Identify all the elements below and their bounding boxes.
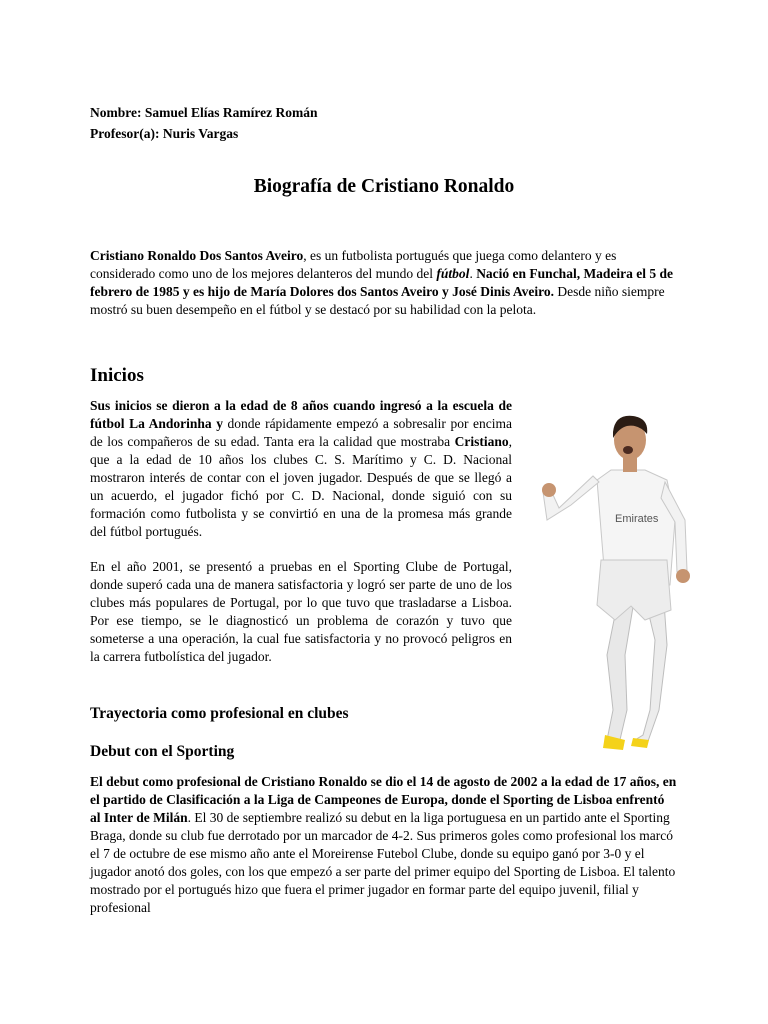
- intro-paragraph: [90, 247, 678, 319]
- header-block: [90, 102, 317, 144]
- player-head: [613, 416, 647, 472]
- intro-futbol: fútbol: [436, 266, 470, 281]
- student-name: Nombre: Samuel Elías Ramírez Román: [90, 105, 318, 120]
- intro-full-name: Cristiano Ronaldo Dos Santos Aveiro: [90, 248, 304, 263]
- intro-birth: Nació en Funchal, Madeira el 5 de febrero de 1985 y es hijo de María Dolores dos Santos Aveiro y José Dinis Aveiro.: [90, 266, 674, 299]
- debut-text: . El 30 de septiembre realizó su debut en la liga portuguesa en un partido ante el Sporting Braga, donde su club fue derrotado por un marcador de 4-2. Sus primeros goles como profesional los marcó el 7 de octubre de ese mismo año ante el Moreirense Futebol Clube, donde su equipo ganó por 3-0 y el jugador anotó dos goles, con los que empezó a ser parte del primer equipo del Sporting de Lisboa. El talento mostrado por el portugués hizo que fuera el primer jugador en formar parte del equipo juvenil, filial y profesional: [90, 810, 676, 915]
- inicios-text-2: , que a la edad de 10 años los clubes C. S. Marítimo y C. D. Nacional mostraron interés de contar con el joven jugador. Después de que se llegó a un acuerdo, el jugador fichó por C. D. Nacional, donde siguió con su formación como futbolista y se convirtió en una de la promesa más grande del fútbol portugués.: [90, 434, 512, 539]
- page-title: Biografía de Cristiano Ronaldo: [253, 176, 515, 197]
- left-boot-icon: [603, 735, 625, 750]
- teacher-name: Profesor(a): Nuris Vargas: [90, 126, 239, 141]
- intro-skill: Desde niño siempre mostró su buen desempeño en el fútbol y se destacó por su habilidad con la pelota.: [90, 284, 665, 317]
- debut-paragraph: [90, 773, 678, 917]
- inicios-paragraph-1: [90, 397, 512, 541]
- intro-text: , es un futbolista portugués que juega como delantero y es considerado como uno de los mejores delanteros del mundo del: [90, 248, 617, 281]
- player-body: [542, 470, 690, 620]
- section-heading-inicios: Inicios: [90, 365, 144, 386]
- inicios-bold-1: Sus inicios se dieron a la edad de 8 años cuando ingresó a la escuela de fútbol La Andorinha y: [90, 398, 512, 431]
- inicios-paragraph-2: En el año 2001, se presentó a pruebas en el Sporting Clube de Portugal, donde superó cada una de manera satisfactoria y logró ser parte de uno de los clubes más populares de Portugal, por lo que tuvo que trasladarse a Lisboa. Por ese tiempo, se le diagnosticó un problema de corazón y tuvo que someterse a una operación, la cual fue satisfactoria y no provocó peligros en la carrera futbolística del jugador.: [90, 559, 512, 664]
- player-photo: [535, 410, 705, 755]
- intro-punct: .: [469, 266, 477, 281]
- section-heading-trayectoria: Trayectoria como profesional en clubes: [90, 705, 349, 722]
- inicios-text-1: donde rápidamente empezó a sobresalir por encima de los compañeros de su edad. Tanta era la calidad que mostraba: [90, 416, 512, 449]
- debut-bold: El debut como profesional de Cristiano Ronaldo se dio el 14 de agosto de 2002 a la edad de 17 años, en el partido de Clasificación a la Liga de Campeones de Europa, donde el Sporting de Lisboa enfrentó al Inter de Milán: [90, 774, 677, 825]
- section-heading-debut: Debut con el Sporting: [90, 743, 235, 760]
- inicios-bold-2: Cristiano: [454, 434, 509, 449]
- jersey-sponsor-text: Emirates: [615, 513, 659, 525]
